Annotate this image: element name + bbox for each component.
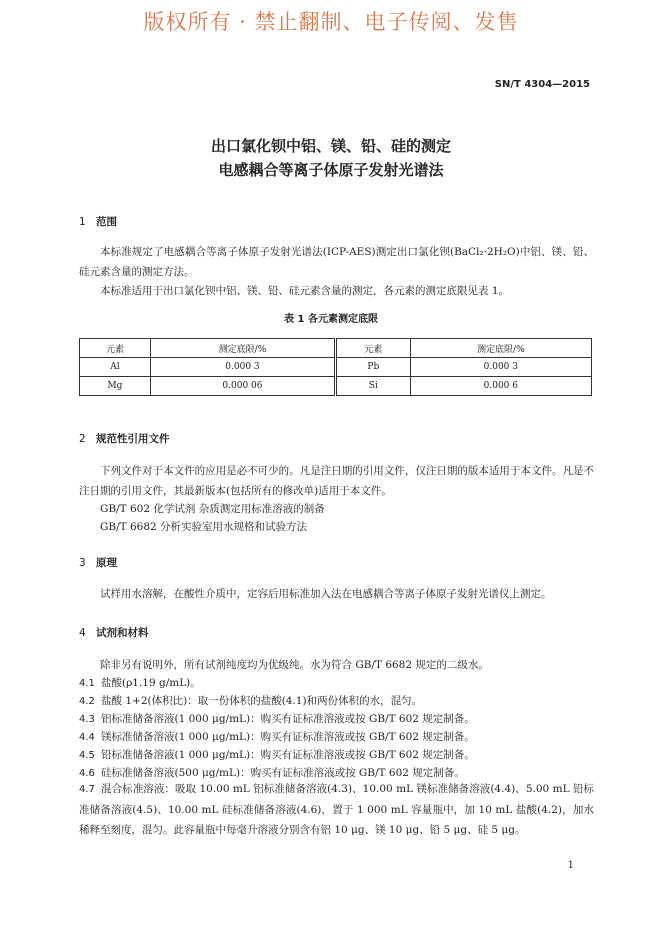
list-item: [79, 675, 594, 690]
section-1-heading: [79, 214, 117, 229]
table-cell: Si: [335, 377, 410, 396]
table-header-cell: 元素: [335, 339, 410, 358]
item-text: 铅标准储备溶液(1 000 μg/mL)：购买有证标准溶液或按 GB/T 602 规定制备。: [101, 749, 475, 761]
section-3-paragraph: 试样用水溶解，在酸性介质中，定容后用标准加入法在电感耦合等离子体原子发射光谱仪上测定。: [100, 588, 552, 600]
watermark-text: 版权所有 · 禁止翻制、电子传阅、发售: [143, 10, 519, 34]
table-cell: Mg: [80, 377, 151, 396]
table-cell: 0.000 06: [150, 377, 335, 396]
section-number: 3: [79, 557, 86, 569]
section-title: 试剂和材料: [96, 627, 149, 639]
reference-item: GB/T 6682 分析实验室用水规格和试验方法: [100, 521, 308, 533]
page-number: 1: [567, 860, 574, 871]
item-text: 铝标准储备溶液(1 000 μg/mL)：购买有证标准溶液或按 GB/T 602 规定制备。: [101, 713, 475, 725]
table-header-row: [80, 339, 592, 358]
section-3-heading: [79, 555, 117, 570]
item-number: 4.3: [79, 714, 95, 725]
table-cell: 0.000 3: [150, 358, 335, 377]
item-number: 4.6: [79, 768, 95, 779]
item-number: 4.4: [79, 732, 95, 743]
section-number: 1: [79, 216, 86, 228]
item-text: 硅标准储备溶液(500 μg/mL)：购买有证标准溶液或按 GB/T 602 规定制备。: [101, 767, 465, 779]
section-4-intro: 除非另有说明外，所有试剂纯度均为优级纯。水为符合 GB/T 6682 规定的二级水。: [100, 659, 489, 671]
item-text: 混合标准溶液：吸取 10.00 mL 铝标准储备溶液(4.3)、10.00 mL 镁标准储备溶液(4.4)、5.00 mL 铅标准储备溶液(4.5)、10.00 mL 硅标准储备溶液(4.6)，置于 1 000 mL 容量瓶中，加 10 mL 盐酸(4.2)，加水稀释至刻度，混匀。此容量瓶中每毫升溶液分别含有铝 10 μg、镁 10 μg、铅 5 μg、硅 5 μg。: [79, 783, 594, 836]
table-row: [80, 358, 592, 377]
section-title: 原理: [96, 557, 117, 569]
document-title-line2: 电感耦合等离子体原子发射光谱法: [218, 161, 444, 179]
section-2-heading: [79, 431, 170, 446]
section-1-paragraph-1: 本标准规定了电感耦合等离子体原子发射光谱法(ICP-AES)测定出口氯化钡(BaCl₂·2H₂O)中铝、镁、铅、硅元素含量的测定方法。: [79, 246, 594, 278]
list-item-4-7: [79, 779, 594, 840]
section-1-paragraph-2: 本标准适用于出口氯化钡中铝、镁、铅、硅元素含量的测定，各元素的测定底限见表 1。: [100, 285, 510, 297]
list-item: [79, 765, 594, 780]
list-item: [79, 693, 594, 708]
section-number: 2: [79, 433, 86, 445]
list-item: [79, 747, 594, 762]
document-number: SN/T 4304—2015: [494, 79, 590, 90]
table-cell: Pb: [335, 358, 410, 377]
detection-limit-table: [79, 338, 592, 396]
item-number: 4.7: [79, 784, 95, 795]
section-title: 范围: [96, 216, 117, 228]
table-cell: 0.000 6: [410, 377, 591, 396]
table-header-cell: 测定底限/%: [410, 339, 591, 358]
table-cell: 0.000 3: [410, 358, 591, 377]
item-text: 盐酸(ρ1.19 g/mL)。: [101, 677, 201, 689]
table-cell: Al: [80, 358, 151, 377]
list-item: [79, 729, 594, 744]
document-title-line1: 出口氯化钡中铝、镁、铅、硅的测定: [210, 137, 451, 155]
item-number: 4.5: [79, 750, 95, 761]
item-text: 盐酸 1+2(体积比)：取一份体积的盐酸(4.1)和两份体积的水，混匀。: [101, 695, 423, 707]
table-header-cell: 测定底限/%: [150, 339, 335, 358]
table-header-cell: 元素: [80, 339, 151, 358]
item-text: 镁标准储备溶液(1 000 μg/mL)：购买有证标准溶液或按 GB/T 602 规定制备。: [101, 731, 475, 743]
section-number: 4: [79, 627, 86, 639]
section-title: 规范性引用文件: [96, 433, 170, 445]
table-row: [80, 377, 592, 396]
reference-item: GB/T 602 化学试剂 杂质测定用标准溶液的制备: [100, 503, 325, 515]
section-4-heading: [79, 625, 149, 640]
list-item: [79, 711, 594, 726]
section-2-paragraph: 下列文件对于本文件的应用是必不可少的。凡是注日期的引用文件，仅注日期的版本适用于本文件。凡是不注日期的引用文件，其最新版本(包括所有的修改单)适用于本文件。: [79, 465, 594, 497]
item-number: 4.2: [79, 696, 95, 707]
table-caption: 表 1 各元素测定底限: [284, 314, 378, 325]
item-number: 4.1: [79, 678, 95, 689]
